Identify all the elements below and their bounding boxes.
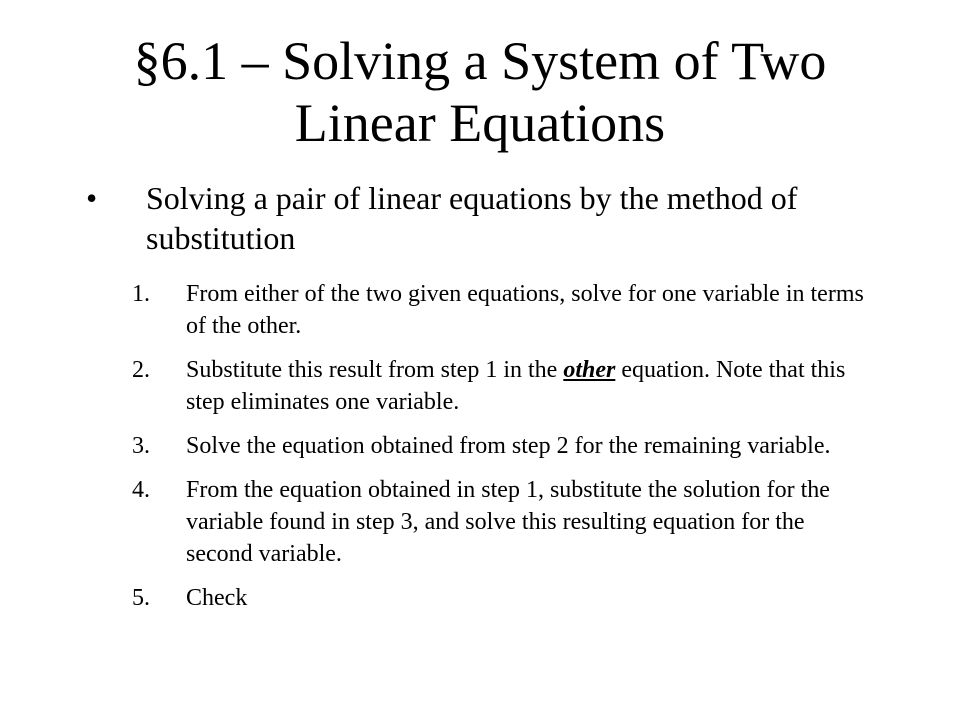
step-item bbox=[0, 474, 960, 570]
step-item bbox=[0, 278, 960, 342]
step-text-after: equation. Note that this step eliminates one variable. bbox=[186, 357, 846, 415]
substitution-steps bbox=[0, 278, 960, 626]
step-number: 3. bbox=[132, 433, 150, 459]
step-text: From the equation obtained in step 1, substitute the solution for the variable found in step 3, and solve this resulting equation for the second variable. bbox=[186, 477, 830, 567]
bullet-icon: • bbox=[86, 180, 98, 216]
step-item bbox=[0, 354, 960, 418]
emphasized-word: other bbox=[563, 357, 616, 383]
step-text: Check bbox=[186, 585, 248, 611]
step-number: 4. bbox=[132, 477, 150, 503]
step-text-before: Substitute this result from step 1 in the bbox=[186, 357, 564, 383]
step-number: 2. bbox=[132, 357, 150, 383]
step-text: Solve the equation obtained from step 2 for the remaining variable. bbox=[186, 433, 831, 459]
step-number: 5. bbox=[132, 585, 150, 611]
step-text bbox=[186, 354, 876, 418]
slide-title: §6.1 – Solving a System of Two Linear Equations bbox=[133, 31, 827, 153]
step-number: 1. bbox=[132, 281, 150, 307]
bullet-text: Solving a pair of linear equations by the method of substitution bbox=[146, 180, 798, 256]
step-item bbox=[0, 582, 960, 614]
step-text: From either of the two given equations, solve for one variable in terms of the other. bbox=[186, 281, 864, 339]
step-item bbox=[0, 430, 960, 462]
